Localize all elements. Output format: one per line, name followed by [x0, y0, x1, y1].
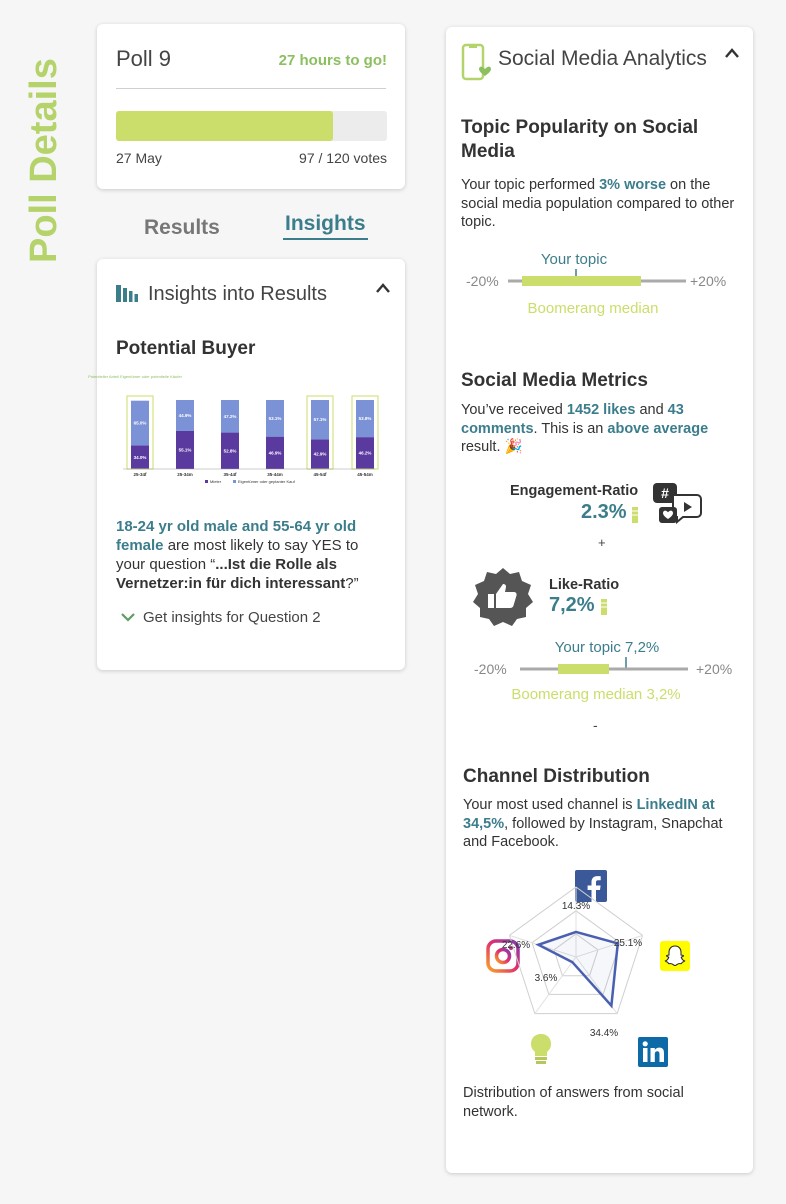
bar-label: 57.1%: [313, 417, 327, 423]
dash-sign: -: [593, 717, 598, 733]
svg-text:#: #: [661, 485, 669, 501]
bar-label: 46.9%: [268, 450, 282, 456]
channel-text-post: , followed by Instagram, Snapchat and Facebook.: [463, 815, 723, 850]
chevron-down-icon: [121, 610, 135, 625]
channel-footer: Distribution of answers from social network.: [463, 1085, 684, 1120]
social-title: Social Media Analytics: [498, 47, 707, 70]
phone-heart-icon: [461, 43, 493, 83]
radar-label-linkedin: 34.4%: [589, 1028, 619, 1039]
metrics-text-post: result. 🎉: [461, 439, 523, 455]
like-ratio-value: 7,2%: [549, 594, 595, 616]
poll-date: 27 May: [116, 150, 162, 166]
bar-label: 44.9%: [178, 412, 192, 418]
engagement-value: 2.3%: [581, 501, 627, 523]
radar-label-other: 3.6%: [534, 973, 558, 984]
insights-subtitle: Potential Buyer: [116, 338, 256, 359]
bar-label: 42.9%: [313, 451, 327, 457]
topic-text-pre: Your topic performed: [461, 177, 600, 193]
page-title-text: Poll Details: [23, 58, 65, 263]
insights-text-mid: are most likely to say YES to your question “: [116, 537, 359, 573]
insights-card: [88, 259, 405, 670]
legend-label-mieter: Mieter: [210, 479, 222, 484]
thumbs-up-icon: [472, 566, 534, 628]
channel-radar-chart: [476, 867, 726, 1067]
topic-scale-max: +20%: [690, 273, 727, 289]
like-scale-min: -20%: [474, 661, 507, 677]
bar-label: 65.0%: [133, 420, 147, 426]
x-tick-label: 25-34m: [177, 472, 193, 477]
channel-text-pre: Your most used channel is: [463, 797, 637, 813]
bar-label: 46.2%: [358, 450, 372, 456]
radar-label-instagram: 22.6%: [501, 940, 531, 951]
metrics-text: [461, 401, 746, 457]
legend-label-eigentuemer: Eigentümer oder geplanter Kauf: [238, 479, 295, 484]
topic-text-post: on the social media population compared to other topic.: [461, 177, 735, 230]
tab-active-indicator: [283, 238, 368, 240]
bar-label: 47.2%: [223, 413, 237, 419]
poll-time-left: 27 hours to go!: [278, 52, 387, 69]
x-tick-label: 25-34f: [133, 472, 147, 477]
trend-bar-icon: [601, 599, 609, 615]
topic-highlight: 3% worse: [599, 177, 667, 193]
bar-label: 53.1%: [268, 415, 282, 421]
stacked-bar-chart: [88, 372, 385, 497]
x-tick-label: 45-54f: [313, 472, 327, 477]
like-ratio-label: Like-Ratio: [549, 577, 620, 593]
chevron-up-icon: [724, 47, 740, 59]
insights-summary: [116, 517, 388, 593]
divider: [116, 88, 386, 89]
more-insights-link[interactable]: [121, 609, 321, 626]
like-median-bar: [558, 664, 609, 674]
x-tick-label: 35-44f: [223, 472, 237, 477]
topic-scale: [460, 247, 740, 319]
metrics-comments: 43 comments: [461, 402, 684, 437]
metrics-text-mid: . This is an: [533, 420, 608, 437]
topic-median-bar: [522, 276, 641, 286]
chat-bubbles-icon: [651, 481, 703, 529]
bar-label: 53.8%: [358, 416, 372, 422]
chevron-up-icon: [375, 282, 391, 294]
metrics-heading: Social Media Metrics: [461, 370, 648, 391]
collapse-insights-button[interactable]: [375, 281, 391, 299]
bar-label: 52.8%: [223, 448, 237, 454]
like-your-label: Your topic 7,2%: [554, 639, 660, 656]
like-median-label: Boomerang median 3,2%: [511, 686, 681, 703]
metrics-text-pre: You’ve received: [461, 402, 567, 418]
engagement-label: Engagement-Ratio: [510, 483, 639, 499]
poll-name: Poll 9: [116, 46, 172, 71]
metrics-text-and: and: [635, 402, 668, 418]
channel-heading: Channel Distribution: [463, 766, 650, 787]
like-ratio-scale: [468, 633, 743, 705]
insights-highlight: 18-24 yr old male and 55-64 yr old female: [116, 518, 357, 554]
bar-chart-icon: [115, 283, 139, 303]
tab-insights[interactable]: Insights: [285, 212, 366, 235]
radar-label-facebook: 14.3%: [561, 901, 591, 912]
metrics-average: above average: [607, 420, 709, 437]
bar-label: 34.0%: [133, 454, 147, 460]
topic-median-label: Boomerang median: [527, 300, 659, 317]
poll-card: [97, 24, 405, 189]
page-title: [14, 18, 70, 268]
more-insights-label: Get insights for Question 2: [143, 609, 321, 626]
metrics-likes: 1452 likes: [566, 402, 636, 418]
x-tick-label: 45-54m: [357, 472, 373, 477]
radar-axis: [535, 957, 576, 1014]
radar-label-snapchat: 25.1%: [613, 938, 643, 949]
trend-bar-icon: [632, 507, 640, 523]
bar-label: 55.1%: [178, 447, 192, 453]
poll-progress-bar: [116, 111, 387, 141]
channel-text: [463, 796, 748, 852]
tab-results[interactable]: Results: [144, 216, 220, 239]
topic-text: [461, 176, 746, 232]
insights-title: Insights into Results: [148, 283, 327, 305]
chart-annotation: Potentieller Anteil Eigentümer oder potentielle Käufer: [88, 374, 182, 379]
poll-progress-fill: [116, 111, 333, 141]
topic-your-label: Your topic: [540, 251, 608, 268]
like-scale-max: +20%: [696, 661, 733, 677]
x-tick-label: 35-44m: [267, 472, 283, 477]
topic-heading: Topic Popularity on Social Media: [461, 117, 699, 162]
poll-votes: 97 / 120 votes: [299, 150, 387, 166]
insights-text-end: ?”: [345, 575, 359, 592]
topic-scale-min: -20%: [466, 273, 499, 289]
collapse-social-button[interactable]: [724, 46, 740, 64]
social-media-card: [446, 27, 753, 1173]
channel-highlight: LinkedIN at 34,5%: [463, 797, 715, 832]
insights-question: ...Ist die Rolle als Vernetzer:in für dich interessant: [116, 556, 346, 592]
plus-sign: +: [598, 535, 606, 550]
legend-swatch-eigentuemer: [233, 480, 236, 483]
legend-swatch-mieter: [205, 480, 208, 483]
